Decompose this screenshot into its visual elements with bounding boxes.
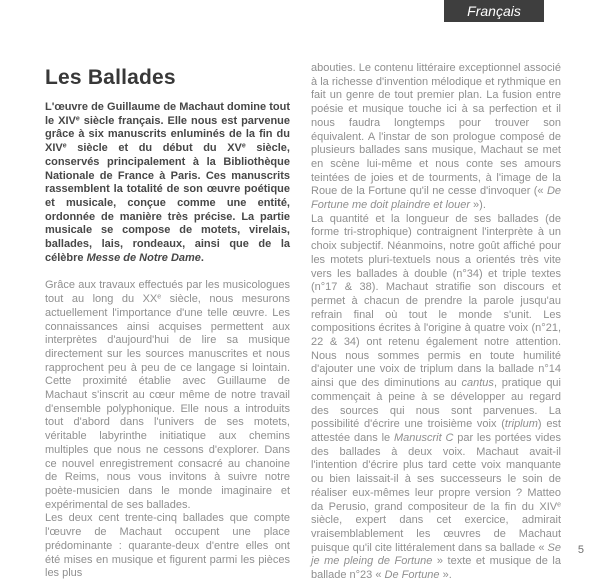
- right-column: [311, 62, 561, 583]
- page-title: Les Ballades: [45, 66, 176, 89]
- page-number: 5: [577, 544, 584, 556]
- body-paragraph: Les deux cent trente-cinq ballades que compte l'œuvre de Machaut occupent une place prédominante : quarante-deux d'entre elles ont été mises en musique et figurent parmi les pièces les plus: [45, 512, 290, 580]
- body-paragraph: Grâce aux travaux effectués par les musicologues tout au long du XXe siècle, nous mesurons actuellement l'importance d'une telle œuvre. Les connaissances ainsi acquises permettent aux interprètes d'aujourd'hui de lire sa musique directement sur les sources manuscrites et nous rapprochent peu à peu de ce langage si lointain. Cette proximité établie avec Guillaume de Machaut s'inscrit au cœur même de notre travail d'ensemble polyphonique. Elle nous a introduits tout d'abord dans l'univers de ses motets, véritable labyrinthe initiatique aux chemins multiples que nous ne cessons d'explorer. Dans ce nouvel enregistrement consacré au chanoine de Reims, nous vous invitons à suivre notre poète-musicien dans le monde imaginaire et expérimental de ses ballades.: [45, 279, 291, 511]
- language-tab-label: Français: [467, 3, 521, 19]
- body-paragraph: La quantité et la longueur de ses ballades (de forme tri-strophique) contraignent l'interprète à un choix subjectif. Néanmoins, notre goût affiché pour les motets pluri-textuels nous a orientés très vite vers les ballades à double (n°34) et triple textes (n°17 & 38). Machaut stratifie son discours et permet à chacun de prendre la parole jusqu'au refrain final où tout le monde s'unit. Les compositions écrites à l'origine à quatre voix (n°21, 22 & 34) ont retenu également notre attention. Nous nous sommes permis en toute humilité d'ajouter une voix de triplum dans la ballade n°14 ainsi que des diminutions au cantus, pratique qui commençait à peine à se développer au regard des sources qui nous sont parvenues. La possibilité d'écrire une troisième voix (triplum) est attestée dans le Manuscrit C par les portées vides des ballades à deux voix. Machaut avait-il l'intention d'écrire plus tard cette voix manquante ou bien laissait-il à ses successeurs le soin de réaliser eux-mêmes leur propre version ? Matteo da Perusio, grand compositeur de la fin du XIVe siècle, expert dans cet exercice, admirait vraisemblablement les œuvres de Machaut puisque qu'il cite littéralement dans sa ballade « Se je me pleing de Fortune » texte et musique de la ballade n°23 « De Fortune ».: [311, 212, 561, 582]
- left-column: [45, 66, 290, 581]
- intro-paragraph: L'œuvre de Guillaume de Machaut domine tout le XIVe siècle français. Elle nous est parvenue grâce à six manuscrits enluminés de la fin du XIVe siècle et du début du XVe siècle, conservés principalement à la Bibliothèque Nationale de France à Paris. Ces manuscrits rassemblent la totalité de son œuvre poétique et musicale, conçue comme une entité, ordonnée de manière très précise. La partie musicale se compose de motets, virelais, ballades, lais, rondeaux, ainsi que de la célèbre Messe de Notre Dame.: [45, 101, 290, 264]
- language-tab: [444, 0, 544, 22]
- body-paragraph: abouties. Le contenu littéraire exceptionnel associé à la richesse d'invention mélodique et rythmique en fait un genre de tout premier plan. La fusion entre poésie et musique touche ici à sa perfection et il nous faudra longtemps pour trouver son équivalent. A l'instar de son prologue composé de plusieurs ballades sans musique, Machaut se met en scène lui-même et nous conte ses amours teintées de joies et de tourments, à l'image de la Roue de la Fortune qu'il ne cesse d'invoquer (« De Fortune me doit plaindre et louer »).: [311, 62, 561, 212]
